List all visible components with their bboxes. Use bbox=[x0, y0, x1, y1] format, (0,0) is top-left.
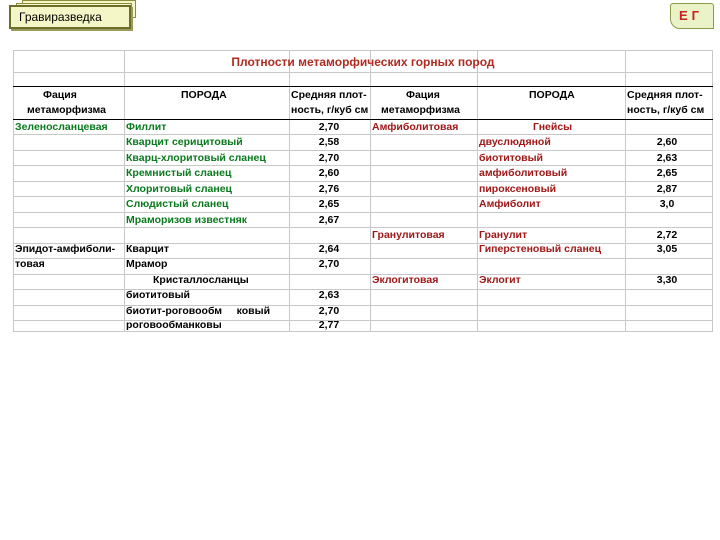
density-value: 2,70 bbox=[318, 258, 340, 270]
header-rock: ПОРОДА bbox=[181, 89, 227, 101]
grid-line bbox=[13, 289, 713, 290]
density-value: 2,65 bbox=[318, 198, 340, 210]
rock-name: амфиболитовый bbox=[479, 167, 568, 179]
rock-name: Мраморизов известняк bbox=[126, 214, 248, 226]
rock-name: Эклогит bbox=[479, 274, 521, 286]
subheader: Гнейсы bbox=[533, 121, 573, 133]
grid-line bbox=[13, 165, 713, 166]
rock-name: Мрамор bbox=[126, 258, 168, 270]
header-facies: Фация bbox=[406, 89, 440, 101]
density-value: 2,70 bbox=[318, 121, 340, 133]
corner-label: ЕГ bbox=[679, 8, 704, 23]
rock-name: Гранулит bbox=[479, 229, 528, 241]
header-density: Средняя плот- bbox=[291, 89, 367, 101]
rock-name: биотитовый bbox=[126, 289, 190, 301]
rock-name: пироксеновый bbox=[479, 183, 557, 195]
grid-line bbox=[13, 196, 713, 197]
density-value: 2,70 bbox=[318, 152, 340, 164]
grid-line bbox=[13, 274, 713, 275]
header-density: ность, г/куб см bbox=[627, 104, 705, 116]
grid-line bbox=[13, 331, 713, 332]
header-rule bbox=[13, 119, 713, 120]
grid-line bbox=[13, 212, 713, 213]
section-tab[interactable] bbox=[8, 0, 142, 36]
header-density: ность, г/куб см bbox=[291, 104, 369, 116]
corner-tab[interactable] bbox=[670, 3, 714, 29]
rock-name: Кремнистый сланец bbox=[126, 167, 232, 179]
density-value: 2,76 bbox=[318, 183, 340, 195]
rock-name: биотитовый bbox=[479, 152, 543, 164]
facies-label: Гранулитовая bbox=[372, 229, 445, 241]
density-table bbox=[13, 50, 713, 332]
header-density: Средняя плот- bbox=[627, 89, 703, 101]
density-value: 2,70 bbox=[318, 305, 340, 317]
grid-line bbox=[13, 134, 713, 135]
rock-name: Кварцит серицитовый bbox=[126, 136, 243, 148]
grid-line bbox=[13, 258, 713, 259]
facies-label: товая bbox=[15, 258, 45, 270]
header-facies: метаморфизма bbox=[27, 104, 106, 116]
density-value: 2,58 bbox=[318, 136, 340, 148]
density-value: 3,0 bbox=[659, 198, 675, 210]
density-value: 3,05 bbox=[656, 243, 678, 255]
grid-line bbox=[13, 50, 713, 51]
table-title: Плотности метаморфических горных пород bbox=[231, 55, 495, 69]
density-value: 2,60 bbox=[318, 167, 340, 179]
density-value: 2,67 bbox=[318, 214, 340, 226]
grid-line bbox=[13, 227, 713, 228]
density-value: 2,64 bbox=[318, 243, 340, 255]
grid-line bbox=[13, 243, 713, 244]
grid-line bbox=[13, 150, 713, 151]
header-facies: метаморфизма bbox=[381, 104, 460, 116]
facies-label: Амфиболитовая bbox=[372, 121, 459, 133]
grid-line bbox=[13, 181, 713, 182]
grid-line bbox=[13, 72, 713, 73]
subheader: Кристаллосланцы bbox=[153, 274, 249, 286]
rock-name: роговообманковы bbox=[126, 319, 222, 331]
rock-name: Слюдистый сланец bbox=[126, 198, 229, 210]
tab-label: Гравиразведка bbox=[19, 10, 102, 24]
density-value: 2,72 bbox=[656, 229, 678, 241]
density-value: 3,30 bbox=[656, 274, 678, 286]
facies-label: Эпидот-амфиболи- bbox=[15, 243, 116, 255]
rock-name: биотит-роговообм ковый bbox=[126, 305, 271, 317]
rock-name: Амфиболит bbox=[479, 198, 541, 210]
header-rule bbox=[13, 86, 713, 87]
density-value: 2,87 bbox=[656, 183, 678, 195]
rock-name: Филлит bbox=[126, 121, 167, 133]
grid-line bbox=[13, 305, 713, 306]
header-rock: ПОРОДА bbox=[529, 89, 575, 101]
rock-name: Кварц-хлоритовый сланец bbox=[126, 152, 266, 164]
tab-front[interactable] bbox=[9, 5, 131, 29]
density-value: 2,60 bbox=[656, 136, 678, 148]
facies-label: Эклогитовая bbox=[372, 274, 439, 286]
rock-name: Хлоритовый сланец bbox=[126, 183, 233, 195]
facies-label: Зеленосланцевая bbox=[15, 121, 108, 133]
rock-name: Кварцит bbox=[126, 243, 170, 255]
grid-line bbox=[13, 320, 713, 321]
density-value: 2,65 bbox=[656, 167, 678, 179]
density-value: 2,63 bbox=[318, 289, 340, 301]
rock-name: двуслюдяной bbox=[479, 136, 551, 148]
density-value: 2,77 bbox=[318, 319, 340, 331]
rock-name: Гиперстеновый сланец bbox=[479, 243, 602, 255]
header-facies: Фация bbox=[43, 89, 77, 101]
density-value: 2,63 bbox=[656, 152, 678, 164]
